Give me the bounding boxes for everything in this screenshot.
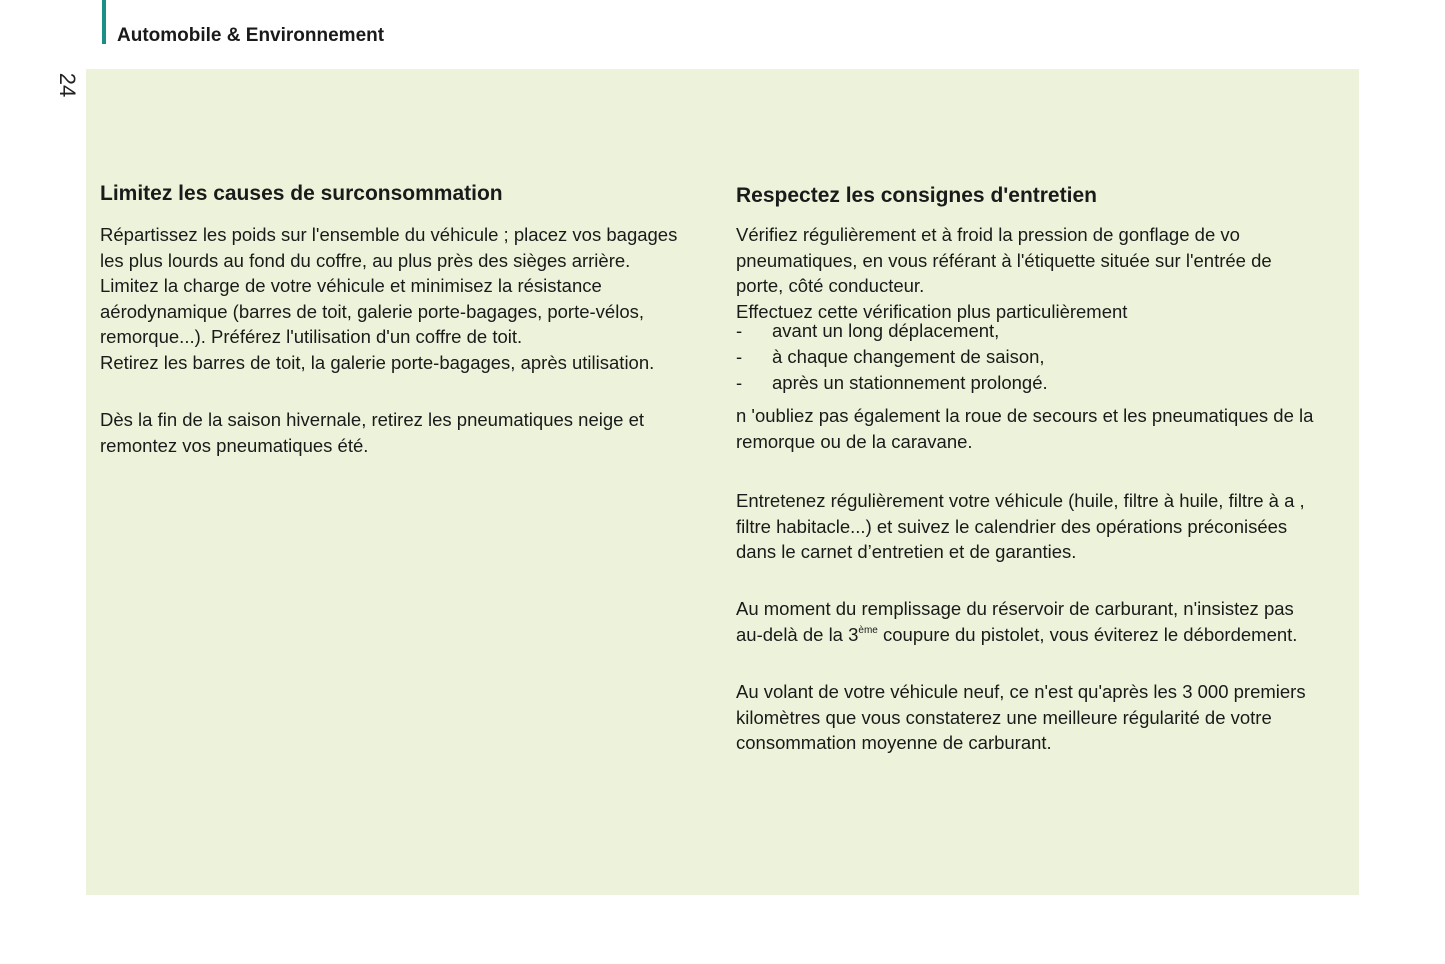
text-line: Entretenez régulièrement votre véhicule (huile, filtre à huile, filtre à a ,	[736, 490, 1305, 511]
paragraph-new-vehicle	[736, 679, 1348, 756]
text-line: Retirez les barres de toit, la galerie porte-bagages, après utilisation.	[100, 351, 655, 373]
paragraph-load-distribution	[100, 222, 718, 375]
text-line: Limitez la charge de votre véhicule et minimisez la résistance	[100, 275, 602, 296]
list-item: - après un stationnement prolongé.	[736, 370, 1348, 396]
check-list	[736, 318, 1348, 396]
text-line: kilomètres que vous constaterez une meilleure régularité de votre	[736, 706, 1272, 728]
dash-mark: -	[736, 372, 743, 393]
paragraph-maintenance	[736, 488, 1348, 565]
text-line: remontez vos pneumatiques été.	[100, 434, 369, 456]
paragraph-spare-wheel	[736, 403, 1348, 454]
superscript-eme: ème	[858, 624, 878, 636]
text-line: dans le carnet d’entretien et de garanties.	[736, 541, 1077, 562]
heading-surconsommation: Limitez les causes de surconsommation	[100, 182, 503, 205]
list-item: - à chaque changement de saison,	[736, 344, 1348, 370]
text-line: Dès la fin de la saison hivernale, retirez les pneumatiques neige et	[100, 409, 645, 430]
text-line: n 'oubliez pas également la roue de secours et les pneumatiques de la	[736, 405, 1314, 426]
text-line: aérodynamique (barres de toit, galerie porte-bagages, porte-vélos,	[100, 300, 645, 322]
text-line: Au moment du remplissage du réservoir de carburant, n'insistez pas	[736, 598, 1294, 619]
section-title: Automobile & Environnement	[117, 25, 385, 46]
list-item: - avant un long déplacement,	[736, 318, 1348, 344]
paragraph-tyre-pressure	[736, 222, 1348, 324]
text-line: Vérifiez régulièrement et à froid la pression de gonflage de vo	[736, 224, 1240, 245]
text-line: au-delà de la 3ème coupure du pistolet, vous éviterez le débordement.	[736, 623, 1298, 645]
text-line: consommation moyenne de carburant.	[736, 732, 1052, 753]
text-line: filtre habitacle...) et suivez le calendrier des opérations préconisées	[736, 515, 1288, 537]
text-line: pneumatiques, en vous référant à l'étiquette située sur l'entrée de	[736, 249, 1272, 271]
page-number: 24	[55, 72, 80, 98]
heading-entretien: Respectez les consignes d'entretien	[736, 184, 1097, 207]
dash-mark: -	[736, 320, 743, 341]
text-line: porte, côté conducteur.	[736, 275, 925, 296]
text-line: les plus lourds au fond du coffre, au plus près des sièges arrière.	[100, 249, 631, 271]
text-line: Effectuez cette vérification plus particulièrement	[736, 300, 1128, 322]
text-line: remorque...). Préférez l'utilisation d'un coffre de toit.	[100, 326, 523, 347]
dash-mark: -	[736, 346, 743, 367]
content-panel	[86, 69, 1359, 895]
text-line: Au volant de votre véhicule neuf, ce n'est qu'après les 3 000 premiers	[736, 681, 1306, 702]
header-accent-bar	[102, 0, 106, 44]
paragraph-winter-tyres	[100, 407, 718, 458]
paragraph-refuelling	[736, 596, 1348, 647]
text-line: remorque ou de la caravane.	[736, 430, 973, 452]
text-line: Répartissez les poids sur l'ensemble du véhicule ; placez vos bagages	[100, 224, 678, 245]
